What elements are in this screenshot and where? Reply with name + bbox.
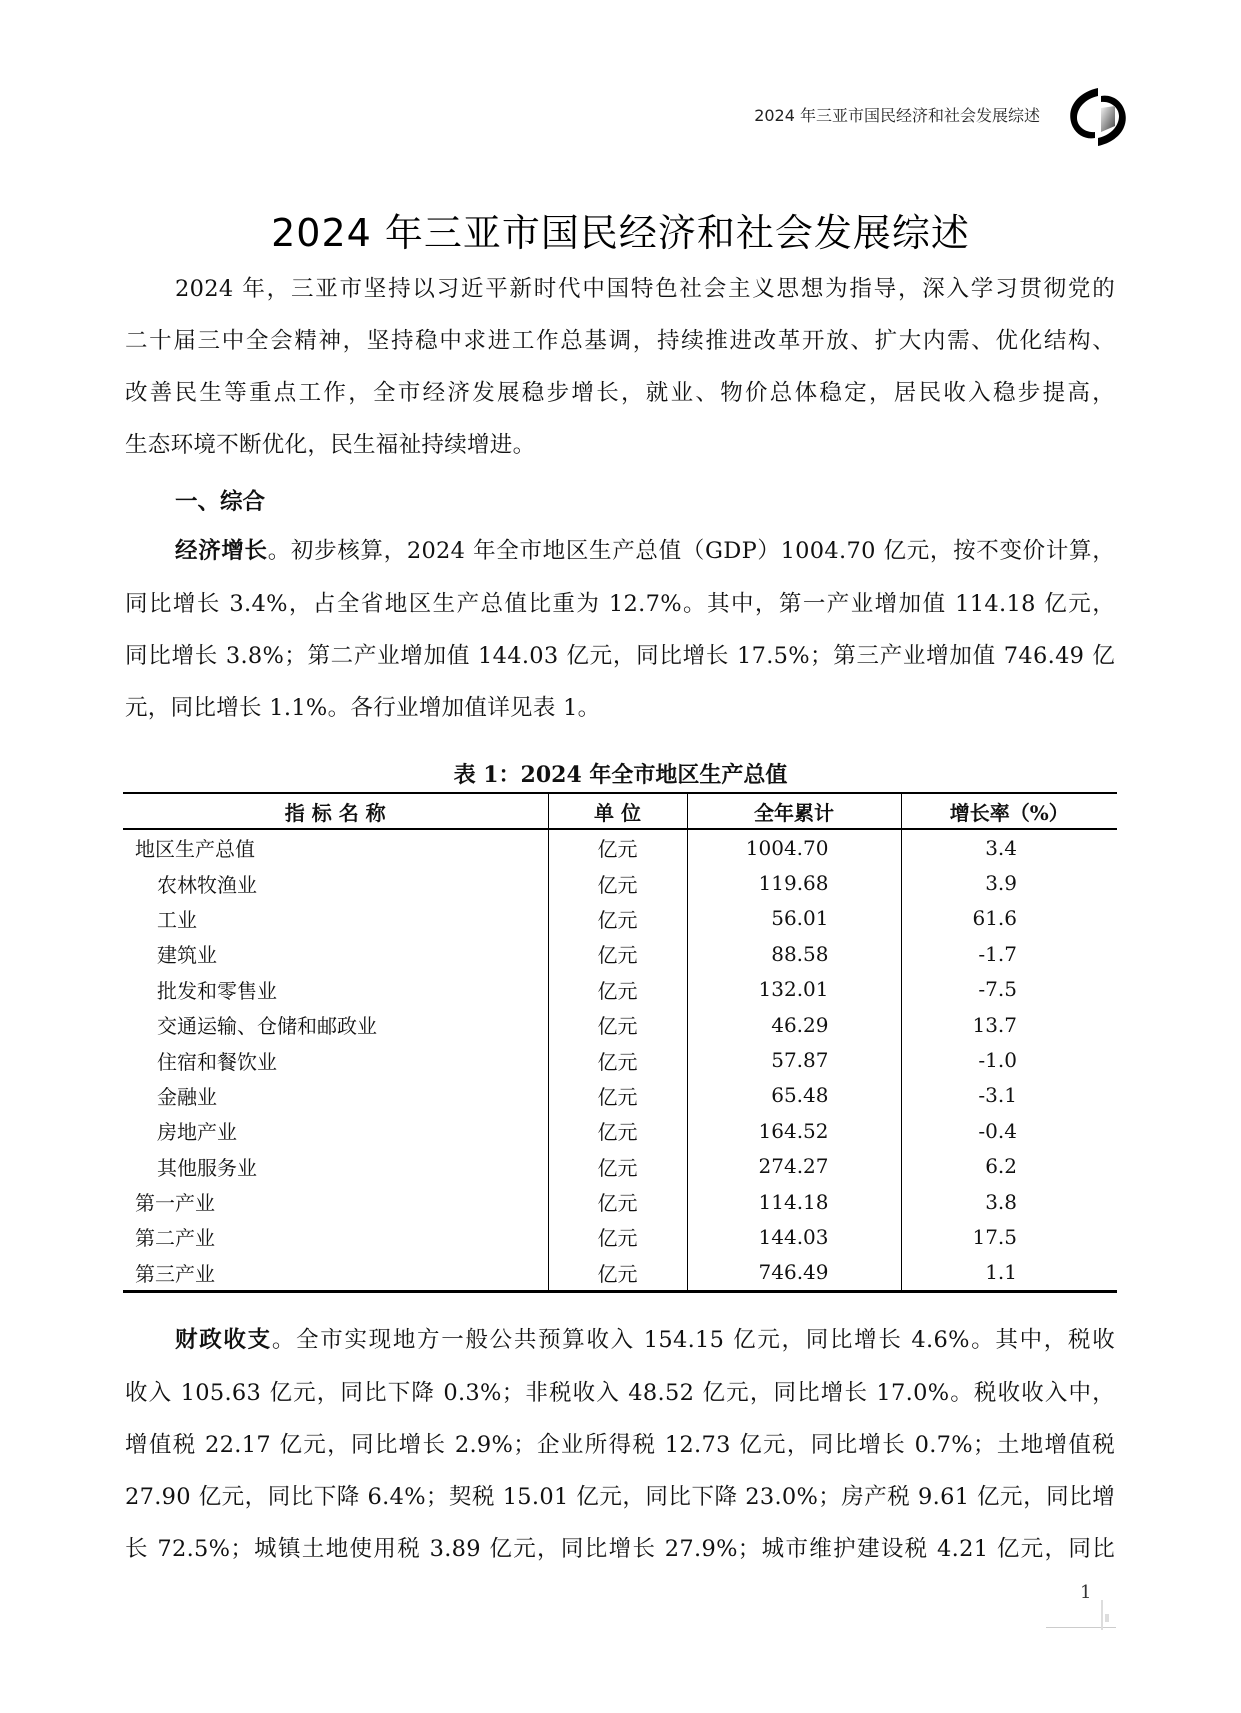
intro-line: 二十届三中全会精神，坚持稳中求进工作总基调，持续推进改革开放、扩大内需、优化结构、 xyxy=(125,328,1115,354)
running-header-title: 2024 年三亚市国民经济和社会发展综述 xyxy=(754,106,1040,125)
growth-line: 元，同比增长 1.1%。各行业增加值详见表 1。 xyxy=(125,695,601,721)
row-value: 46.29 xyxy=(687,1007,901,1042)
row-unit: 亿元 xyxy=(548,1184,687,1219)
gdp-table-body xyxy=(123,829,1117,1292)
row-unit: 亿元 xyxy=(548,1255,687,1292)
footer-divider xyxy=(1101,1600,1103,1630)
row-value: 56.01 xyxy=(687,901,901,936)
table-row xyxy=(123,901,1117,936)
growth-label: 经济增长 xyxy=(175,538,268,564)
row-growth-rate: -7.5 xyxy=(901,972,1117,1007)
column-header-indicator: 指 标 名 称 xyxy=(123,793,548,829)
table-row xyxy=(123,1113,1117,1148)
row-growth-rate: -3.1 xyxy=(901,1078,1117,1113)
statistics-bureau-logo-icon xyxy=(1065,86,1131,148)
row-value: 1004.70 xyxy=(687,829,901,865)
row-growth-rate: -1.0 xyxy=(901,1042,1117,1077)
row-name: 第一产业 xyxy=(135,1191,215,1216)
intro-line: 2024 年，三亚市坚持以习近平新时代中国特色社会主义思想为指导，深入学习贯彻党的 xyxy=(175,276,1115,302)
fiscal-line: 增值税 22.17 亿元，同比增长 2.9%；企业所得税 12.73 亿元，同比增长 0.7%；土地增值税 xyxy=(125,1432,1115,1458)
row-value: 114.18 xyxy=(687,1184,901,1219)
row-growth-rate: 13.7 xyxy=(901,1007,1117,1042)
row-name: 交通运输、仓储和邮政业 xyxy=(157,1014,377,1039)
row-value: 164.52 xyxy=(687,1113,901,1148)
row-unit: 亿元 xyxy=(548,1149,687,1184)
row-name: 第二产业 xyxy=(135,1226,215,1251)
intro-line: 改善民生等重点工作，全市经济发展稳步增长，就业、物价总体稳定，居民收入稳步提高， xyxy=(125,380,1115,406)
table-row xyxy=(123,865,1117,900)
row-unit: 亿元 xyxy=(548,936,687,971)
table-header-row xyxy=(123,793,1117,829)
fiscal-label: 财政收支 xyxy=(175,1327,272,1353)
row-growth-rate: 3.8 xyxy=(901,1184,1117,1219)
fiscal-first-text: 。全市实现地方一般公共预算收入 154.15 亿元，同比增长 4.6%。其中，税收 xyxy=(271,1327,1115,1353)
fiscal-line: 27.90 亿元，同比下降 6.4%；契税 15.01 亿元，同比下降 23.0%；房产税 9.61 亿元，同比增 xyxy=(125,1484,1115,1510)
row-name: 农林牧渔业 xyxy=(157,872,257,897)
row-growth-rate: 1.1 xyxy=(901,1255,1117,1292)
row-name: 房地产业 xyxy=(157,1120,237,1145)
row-name: 金融业 xyxy=(157,1084,217,1109)
row-value: 119.68 xyxy=(687,865,901,900)
row-name: 住宿和餐饮业 xyxy=(157,1049,277,1074)
row-unit: 亿元 xyxy=(548,1219,687,1254)
row-unit: 亿元 xyxy=(548,865,687,900)
row-unit: 亿元 xyxy=(548,1007,687,1042)
fiscal-line: 长 72.5%；城镇土地使用税 3.89 亿元，同比增长 27.9%；城市维护建设税 4.21 亿元，同比 xyxy=(125,1536,1115,1562)
row-value: 88.58 xyxy=(687,936,901,971)
table-row xyxy=(123,936,1117,971)
intro-line: 生态环境不断优化，民生福祉持续增进。 xyxy=(125,432,536,458)
footer-mark xyxy=(1105,1614,1109,1622)
row-unit: 亿元 xyxy=(548,1042,687,1077)
row-value: 65.48 xyxy=(687,1078,901,1113)
gdp-table xyxy=(123,792,1117,1293)
row-growth-rate: 3.9 xyxy=(901,865,1117,900)
row-unit: 亿元 xyxy=(548,829,687,865)
row-unit: 亿元 xyxy=(548,972,687,1007)
table-row xyxy=(123,1255,1117,1292)
column-header-unit: 单 位 xyxy=(548,793,687,829)
table-row xyxy=(123,1219,1117,1254)
table-row xyxy=(123,972,1117,1007)
table-caption: 表 1：2024 年全市地区生产总值 xyxy=(453,762,788,788)
row-name: 建筑业 xyxy=(157,943,217,968)
column-header-annual-total: 全年累计 xyxy=(687,793,901,829)
row-growth-rate: -1.7 xyxy=(901,936,1117,971)
table-row xyxy=(123,1042,1117,1077)
row-value: 144.03 xyxy=(687,1219,901,1254)
row-growth-rate: 17.5 xyxy=(901,1219,1117,1254)
column-header-growth-rate: 增长率（%） xyxy=(901,793,1117,829)
growth-line: 同比增长 3.8%；第二产业增加值 144.03 亿元，同比增长 17.5%；第三产业增加值 746.49 亿 xyxy=(125,643,1115,669)
growth-line: 同比增长 3.4%，占全省地区生产总值比重为 12.7%。其中，第一产业增加值 114.18 亿元， xyxy=(125,591,1115,617)
fiscal-line-first xyxy=(175,1325,1115,1355)
row-name: 其他服务业 xyxy=(157,1155,257,1180)
row-value: 57.87 xyxy=(687,1042,901,1077)
table-row xyxy=(123,1078,1117,1113)
row-growth-rate: 61.6 xyxy=(901,901,1117,936)
row-name: 工业 xyxy=(157,907,197,932)
section-heading: 一、综合 xyxy=(175,489,266,515)
document-title: 2024 年三亚市国民经济和社会发展综述 xyxy=(271,211,970,256)
row-name: 批发和零售业 xyxy=(157,978,277,1003)
row-growth-rate: -0.4 xyxy=(901,1113,1117,1148)
row-unit: 亿元 xyxy=(548,901,687,936)
row-growth-rate: 3.4 xyxy=(901,829,1117,865)
growth-first-text: 。初步核算，2024 年全市地区生产总值（GDP）1004.70 亿元，按不变价计算， xyxy=(267,538,1115,564)
row-value: 746.49 xyxy=(687,1255,901,1292)
row-value: 274.27 xyxy=(687,1149,901,1184)
row-name: 第三产业 xyxy=(123,1255,548,1292)
growth-line-first xyxy=(175,536,1115,566)
table-row xyxy=(123,1007,1117,1042)
row-unit: 亿元 xyxy=(548,1113,687,1148)
row-growth-rate: 6.2 xyxy=(901,1149,1117,1184)
footer-rule xyxy=(1046,1627,1116,1628)
row-name: 地区生产总值 xyxy=(135,837,255,862)
table-row xyxy=(123,1149,1117,1184)
fiscal-line: 收入 105.63 亿元，同比下降 0.3%；非税收入 48.52 亿元，同比增长 17.0%。税收收入中， xyxy=(125,1380,1115,1406)
row-value: 132.01 xyxy=(687,972,901,1007)
row-unit: 亿元 xyxy=(548,1078,687,1113)
table-row xyxy=(123,829,1117,865)
page-number: 1 xyxy=(1080,1582,1092,1603)
table-row xyxy=(123,1184,1117,1219)
